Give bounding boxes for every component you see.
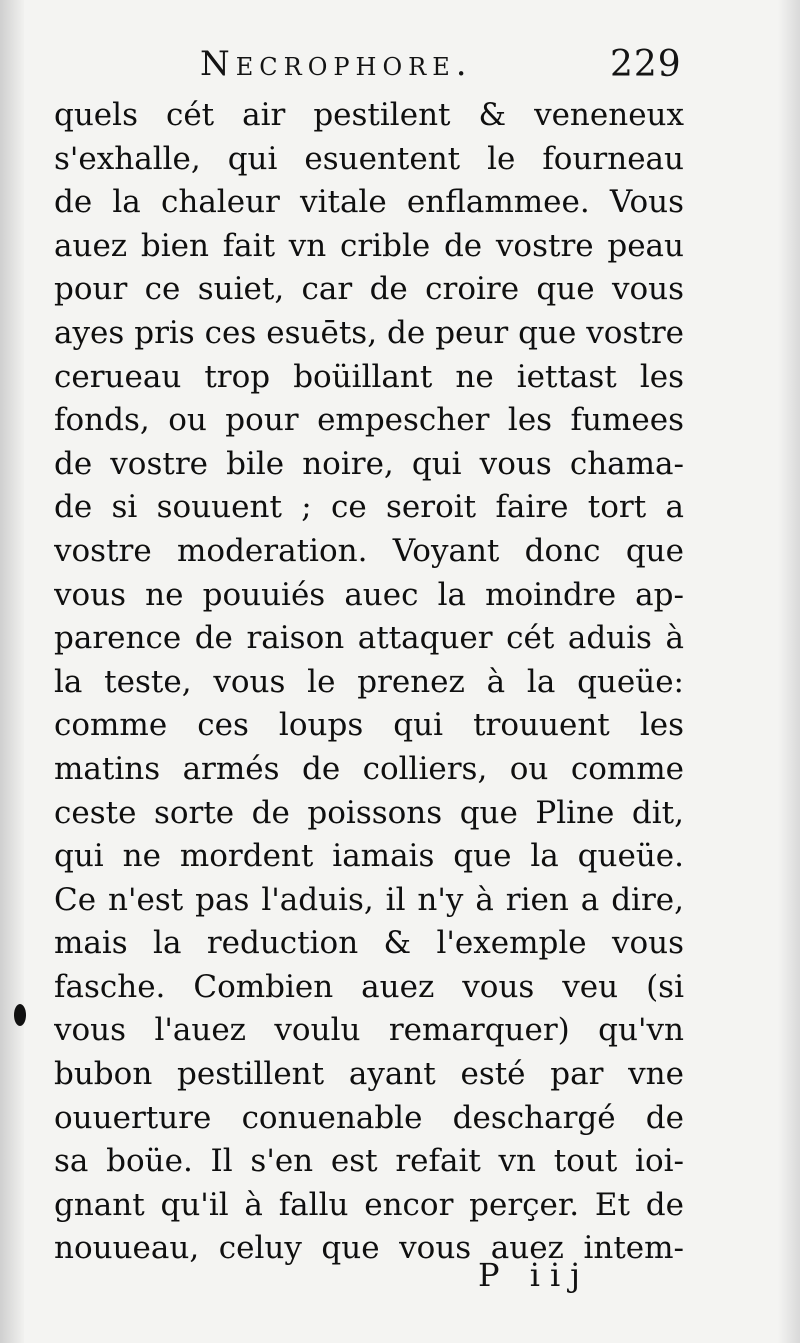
- text-line: qui ne mordent iamais que la queüe.: [54, 838, 684, 875]
- ink-blot-mark: [14, 1004, 26, 1026]
- body-text: [54, 94, 684, 1271]
- page-edge-shadow: [778, 0, 800, 1343]
- text-line: vostre moderation. Voyant donc que: [54, 532, 684, 569]
- text-line: fonds, ou pour empescher les fumees: [54, 402, 684, 439]
- text-line: matins armés de colliers, ou comme: [54, 750, 684, 787]
- text-line: comme ces loups qui trouuent les: [54, 707, 684, 744]
- text-line: sa boüe. Il s'en est refait vn tout ioi-: [54, 1143, 684, 1180]
- signature-mark: P iij: [478, 1256, 591, 1294]
- text-line: auez bien fait vn crible de vostre peau: [54, 227, 684, 264]
- text-line: de si souuent ; ce seroit faire tort a: [54, 489, 684, 526]
- text-line: Ce n'est pas l'aduis, il n'y à rien a dire,: [54, 881, 684, 918]
- text-line: ouuerture conuenable deschargé de: [54, 1099, 684, 1136]
- text-line: de vostre bile noire, qui vous chama-: [54, 445, 684, 482]
- text-line: gnant qu'il à fallu encor perçer. Et de: [54, 1186, 684, 1223]
- text-line: parence de raison attaquer cét aduis à: [54, 620, 684, 657]
- text-line: fasche. Combien auez vous veu (si: [54, 968, 684, 1005]
- running-head: [0, 38, 800, 98]
- text-line: quels cét air pestilent & veneneux: [54, 97, 684, 133]
- page-number: 229: [610, 44, 682, 85]
- page-gutter-shadow: [0, 0, 24, 1343]
- text-line: nouueau, celuy que vous auez intem-: [54, 1230, 684, 1267]
- text-line: ayes pris ces esuēts, de peur que vostre: [54, 314, 684, 351]
- text-line: ceste sorte de poissons que Pline dit,: [54, 794, 684, 831]
- text-line: vous l'auez voulu remarquer) qu'vn: [54, 1012, 684, 1049]
- text-line: mais la reduction & l'exemple vous: [54, 925, 684, 962]
- text-line: bubon pestillent ayant esté par vne: [54, 1056, 684, 1093]
- text-line: de la chaleur vitale enflammee. Vous: [54, 184, 684, 221]
- text-line: pour ce suiet, car de croire que vous: [54, 271, 684, 308]
- text-line: la teste, vous le prenez à la queüe:: [54, 663, 684, 700]
- text-line: s'exhalle, qui esuentent le fourneau: [54, 140, 684, 177]
- text-line: vous ne pouuiés auec la moindre ap-: [54, 576, 684, 613]
- running-title: Necrophore.: [200, 44, 473, 84]
- text-line: cerueau trop boüillant ne iettast les: [54, 358, 684, 395]
